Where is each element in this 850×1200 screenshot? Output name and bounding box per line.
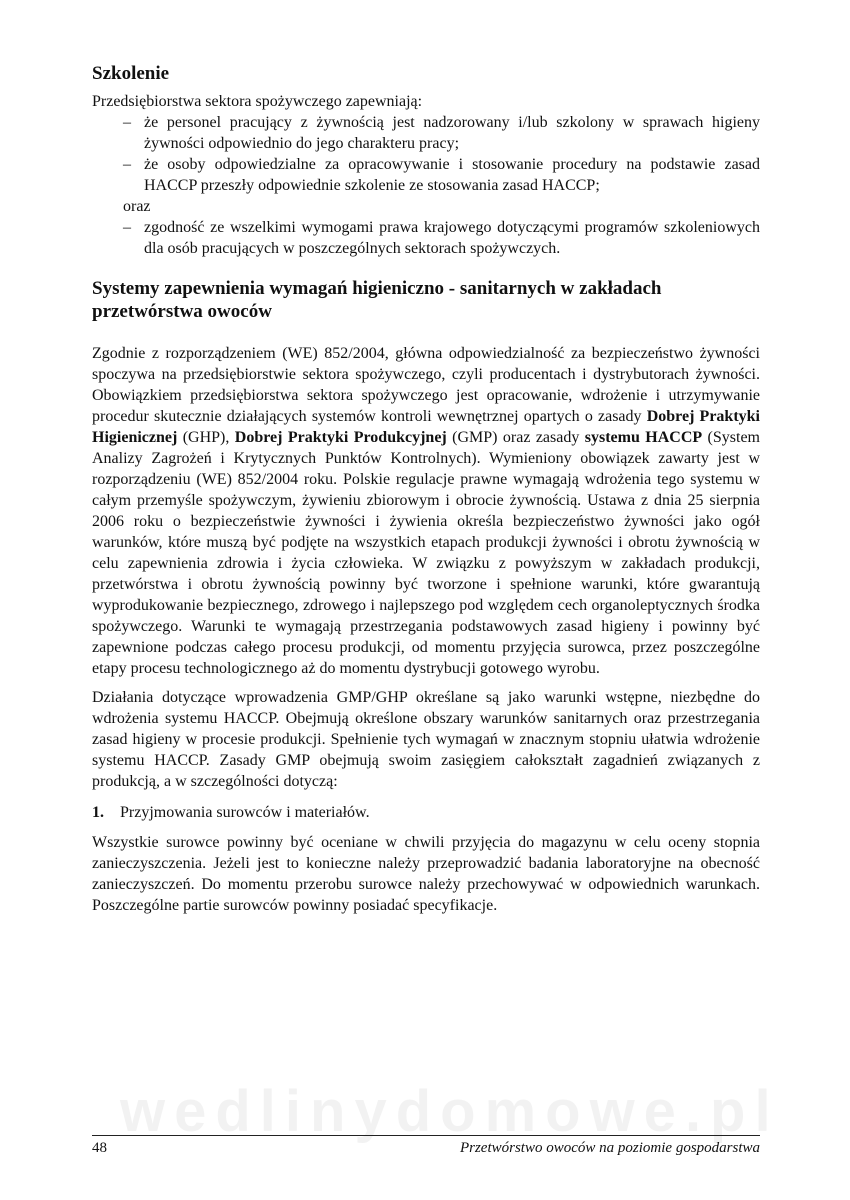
numbered-heading xyxy=(92,802,760,823)
dash-marker: – xyxy=(123,114,131,131)
page-number: 48 xyxy=(92,1140,107,1156)
section-heading-szkolenie: Szkolenie xyxy=(92,63,170,84)
intro-paragraph: Przedsiębiorstwa sektora spożywczego zapewniają: xyxy=(92,93,423,110)
list-item-text: zgodność ze wszelkimi wymogami prawa krajowego dotyczącymi programów szkoleniowych dla osób pracujących w poszczególnych sektorach spożywczych. xyxy=(144,219,760,257)
page-content xyxy=(92,62,760,916)
list-item xyxy=(92,154,760,196)
list-item xyxy=(92,217,760,259)
list-item-text: że personel pracujący z żywnością jest nadzorowany i/lub szkolony w sprawach higieny żywności odpowiednio do jego charakteru pracy; xyxy=(144,114,760,152)
list-item-text: że osoby odpowiedzialne za opracowywanie i stosowanie procedury na podstawie zasad HACCP przeszły odpowiednie szkolenie ze stosowania zasad HACCP; xyxy=(144,156,760,194)
bold-term-ghp: Dobrej Praktyki Higienicznej xyxy=(92,408,761,446)
item-number: 1. xyxy=(92,804,104,821)
bold-term-haccp: systemu HACCP xyxy=(584,429,703,446)
watermark: wedlinydomowe.pl xyxy=(120,1079,780,1144)
list-item xyxy=(92,112,760,154)
body-paragraph-3: Wszystkie surowce powinny być oceniane w chwili przyjęcia do magazynu w celu oceny stopnia zanieczyszczenia. Jeżeli jest to konieczne należy przeprowadzić badania laboratoryjne na obecność zanieczyszczeń. Do momentu przerobu surowce należy przechowywać w odpowiednich warunkach. Poszczególne partie surowców powinny posiadać specyfikacje. xyxy=(92,834,760,914)
body-paragraph-2: Działania dotyczące wprowadzenia GMP/GHP określane są jako warunki wstępne, niezbędne do wdrożenia systemu HACCP. Obejmują określone obszary warunków sanitarnych oraz przestrzegania zasad higieny w procesie produkcji. Spełnienie tych wymagań w znacznym stopniu ułatwia wdrożenie systemu HACCP. Zasady GMP obejmują swoim zasięgiem całokształt zagadnień związanych z produkcją, a w szczególności dotyczą: xyxy=(92,689,760,790)
oraz-connector: oraz xyxy=(123,198,151,215)
bold-term-gmp: Dobrej Praktyki Produkcyjnej xyxy=(234,429,447,446)
running-footer-title: Przetwórstwo owoców na poziomie gospodarstwa xyxy=(459,1140,760,1156)
numbered-heading-text: Przyjmowania surowców i materiałów. xyxy=(120,804,370,821)
training-list xyxy=(92,112,760,196)
body-paragraph-1: Zgodnie z rozporządzeniem (WE) 852/2004, główna odpowiedzialność za bezpieczeństwo żywności spoczywa na przedsiębiorstwie sektora spożywczego, czyli producentach i dystrybutorach żywności. Obowiązkiem przedsiębiorstwa sektora spożywczego jest opracowanie, wdrożenie i utrzymywanie procedur skutecznie działających systemów kontroli wewnętrznej opartych o zasady Dobrej Praktyki Higienicznej (GHP), Dobrej Praktyki Produkcyjnej (GMP) oraz zasady systemu HACCP (System Analizy Zagrożeń i Krytycznych Punktów Kontrolnych). Wymieniony obowiązek zawarty jest w rozporządzeniu (WE) 852/2004 roku. Polskie regulacje prawne wymagają wdrożenia tego systemu w całym przemyśle spożywczym, żywieniu zbiorowym i obrocie żywnością. Ustawa z dnia 25 sierpnia 2006 roku o bezpieczeństwie żywności i żywienia określa bezpieczeństwo żywności jako ogół warunków, które muszą być podjęte na wszystkich etapach produkcji żywności i obrotu żywnością w celu zapewnienia zdrowia i życia człowieka. W związku z powyższym w zakładach produkcji, przetwórstwa i obrotu żywnością powinny być tworzone i spełnione warunki, które gwarantują wyprodukowanie bezpiecznego, zdrowego i najlepszego pod względem cech organoleptycznych środka spożywczego. Warunki te wymagają przestrzegania podstawowych zasad higieny i powinny być zapewnione podczas całego procesu produkcji, od momentu przyjęcia surowca, przez poszczególne etapy procesu technologicznego aż do momentu dystrybucji gotowego wyrobu. xyxy=(92,345,761,677)
footer-divider xyxy=(92,1135,760,1136)
dash-marker: – xyxy=(123,219,131,236)
section-heading-systemy: Systemy zapewnienia wymagań higieniczno - sanitarnych w zakładach przetwórstwa owoców xyxy=(92,278,662,322)
training-list-continued xyxy=(92,217,760,259)
dash-marker: – xyxy=(123,156,131,173)
